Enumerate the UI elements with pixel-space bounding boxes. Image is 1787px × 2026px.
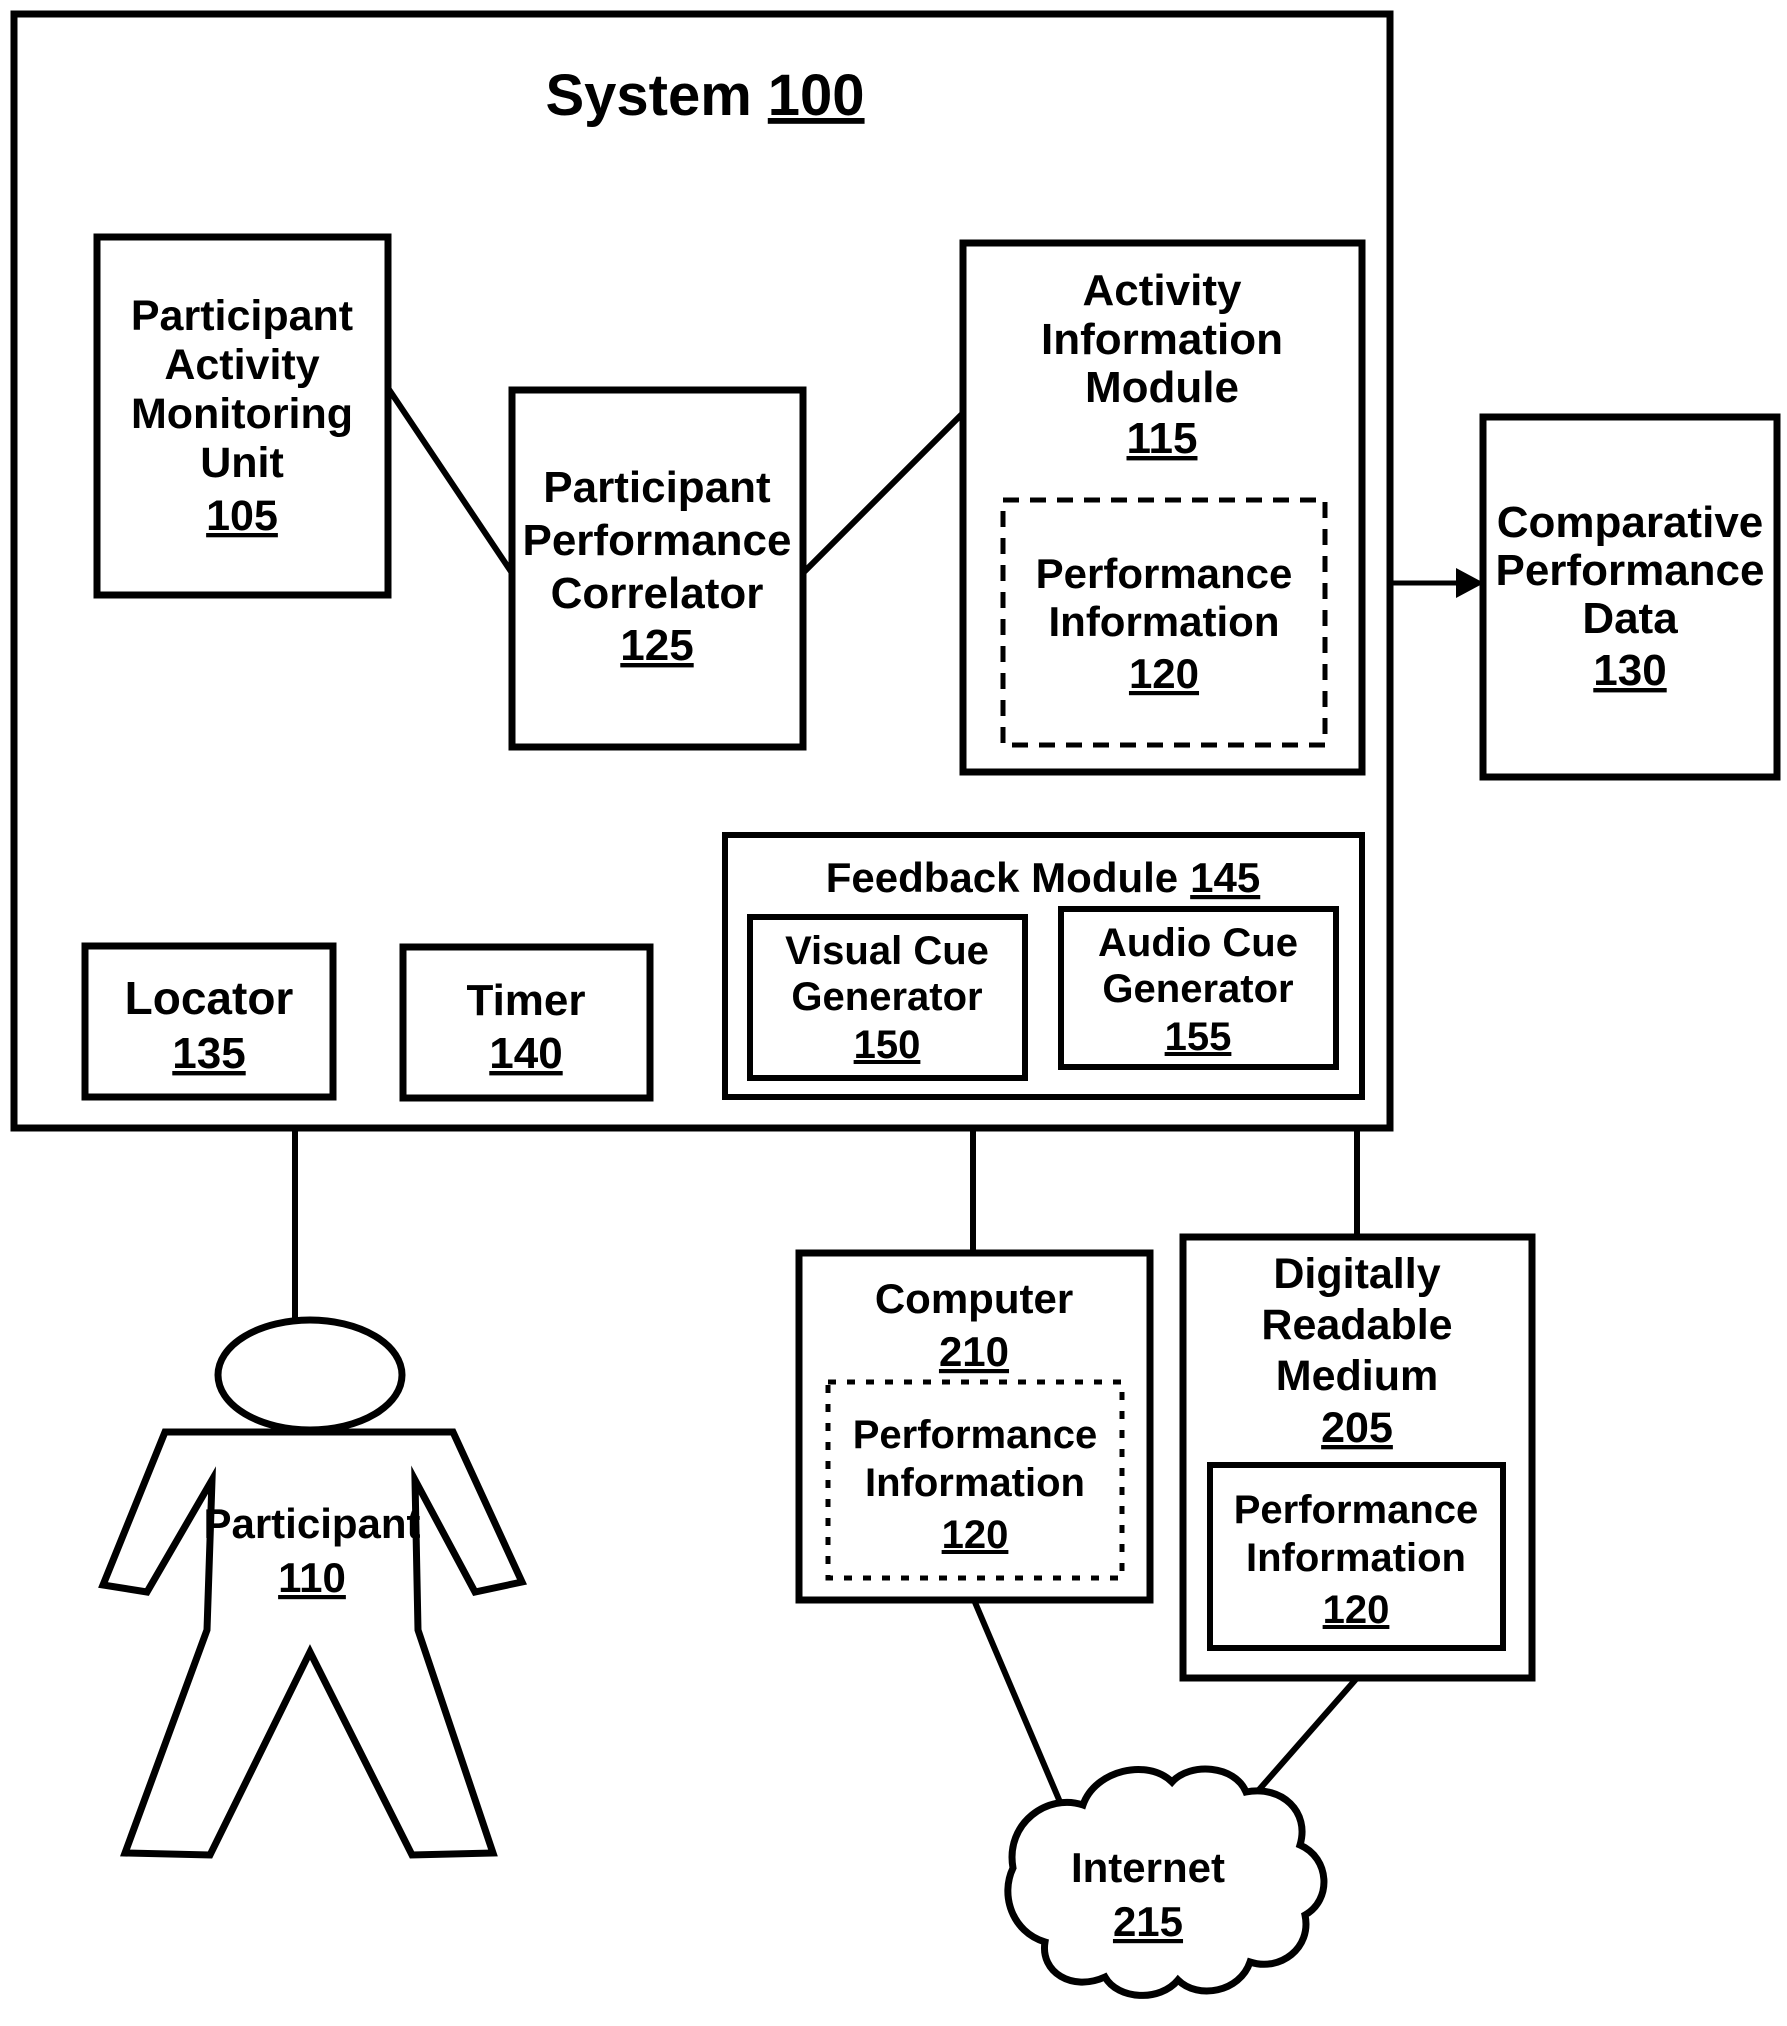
perf-info-medium-line2: Information bbox=[1246, 1536, 1466, 1580]
activity-module-line3: Module bbox=[1085, 363, 1239, 412]
participant-body bbox=[103, 1432, 522, 1855]
perf-info-computer-ref: 120 bbox=[941, 1513, 1009, 1557]
internet-ref: 215 bbox=[1112, 1898, 1184, 1945]
timer-ref: 140 bbox=[489, 1029, 563, 1078]
medium-line2: Readable bbox=[1261, 1301, 1453, 1349]
audio-cue-line2: Generator bbox=[1102, 967, 1294, 1011]
comparative-data-130-group bbox=[1483, 417, 1777, 777]
monitoring-unit-line2: Activity bbox=[164, 341, 320, 389]
participant-ref: 110 bbox=[278, 1554, 346, 1601]
activity-module-line1: Activity bbox=[1082, 266, 1242, 315]
computer-210-group bbox=[799, 1253, 1150, 1600]
perf-info-module-line1: Performance bbox=[1035, 550, 1293, 597]
comparative-ref: 130 bbox=[1593, 646, 1667, 695]
connector-medium-to-internet bbox=[1250, 1678, 1357, 1800]
perf-info-medium-ref: 120 bbox=[1322, 1588, 1390, 1632]
comparative-line3: Data bbox=[1582, 594, 1678, 643]
internet-215-group bbox=[1008, 1769, 1324, 1995]
output-arrow-group bbox=[1392, 568, 1484, 598]
monitoring-unit-line3: Monitoring bbox=[130, 390, 354, 438]
activity-module-line2: Information bbox=[1041, 315, 1283, 364]
visual-cue-ref: 150 bbox=[853, 1023, 921, 1067]
perf-info-module-line2: Information bbox=[1048, 598, 1280, 645]
connector-computer-to-internet bbox=[974, 1600, 1060, 1802]
perf-info-module-ref: 120 bbox=[1128, 650, 1200, 697]
audio-cue-ref: 155 bbox=[1164, 1015, 1232, 1059]
visual-cue-line1: Visual Cue bbox=[785, 929, 989, 973]
audio-cue-line1: Audio Cue bbox=[1098, 921, 1298, 965]
system-title-ref: 100 bbox=[767, 63, 865, 128]
correlator-ref: 125 bbox=[620, 621, 694, 670]
feedback-module-ref: 145 bbox=[1190, 854, 1261, 901]
medium-line1: Digitally bbox=[1273, 1250, 1441, 1298]
timer-label: Timer bbox=[466, 976, 586, 1025]
participant-head bbox=[218, 1320, 402, 1430]
visual-cue-line2: Generator bbox=[791, 975, 983, 1019]
correlator-line2: Performance bbox=[522, 516, 792, 565]
correlator-line1: Participant bbox=[543, 463, 771, 512]
perf-info-medium-line1: Performance bbox=[1233, 1488, 1479, 1532]
feedback-module-145-group bbox=[725, 835, 1362, 1097]
monitoring-unit-ref: 105 bbox=[206, 492, 278, 540]
feedback-module-label: Feedback Module bbox=[825, 854, 1179, 901]
comparative-line2: Performance bbox=[1495, 546, 1765, 595]
perf-info-computer-line1: Performance bbox=[852, 1413, 1098, 1457]
correlator-125-group bbox=[512, 390, 803, 747]
locator-label: Locator bbox=[124, 972, 294, 1024]
digitally-readable-medium-205-group bbox=[1183, 1237, 1532, 1678]
visual-cue-generator-150-group bbox=[750, 917, 1025, 1078]
system-title-label: System bbox=[545, 63, 752, 128]
activity-info-module-115-group bbox=[963, 243, 1362, 772]
system-title bbox=[545, 63, 864, 128]
computer-ref: 210 bbox=[938, 1328, 1010, 1375]
feedback-module-title bbox=[826, 854, 1260, 901]
perf-info-computer-line2: Information bbox=[865, 1461, 1085, 1505]
medium-ref: 205 bbox=[1321, 1404, 1393, 1452]
monitoring-unit-105-group bbox=[97, 237, 388, 595]
monitoring-unit-line1: Participant bbox=[130, 292, 354, 340]
timer-140-group bbox=[403, 947, 650, 1098]
monitoring-unit-line4: Unit bbox=[200, 439, 284, 487]
internet-label: Internet bbox=[1070, 1844, 1226, 1891]
computer-label: Computer bbox=[874, 1275, 1074, 1322]
performance-info-120-medium-group bbox=[1210, 1465, 1503, 1648]
audio-cue-generator-155-group bbox=[1061, 909, 1336, 1067]
participant-110-group bbox=[103, 1320, 522, 1855]
locator-135-group bbox=[85, 946, 333, 1097]
medium-line3: Medium bbox=[1275, 1352, 1439, 1400]
comparative-line1: Comparative bbox=[1496, 498, 1764, 547]
activity-module-ref: 115 bbox=[1126, 414, 1198, 463]
participant-label: Participant bbox=[203, 1500, 421, 1547]
locator-ref: 135 bbox=[172, 1029, 246, 1078]
correlator-line3: Correlator bbox=[550, 569, 764, 618]
